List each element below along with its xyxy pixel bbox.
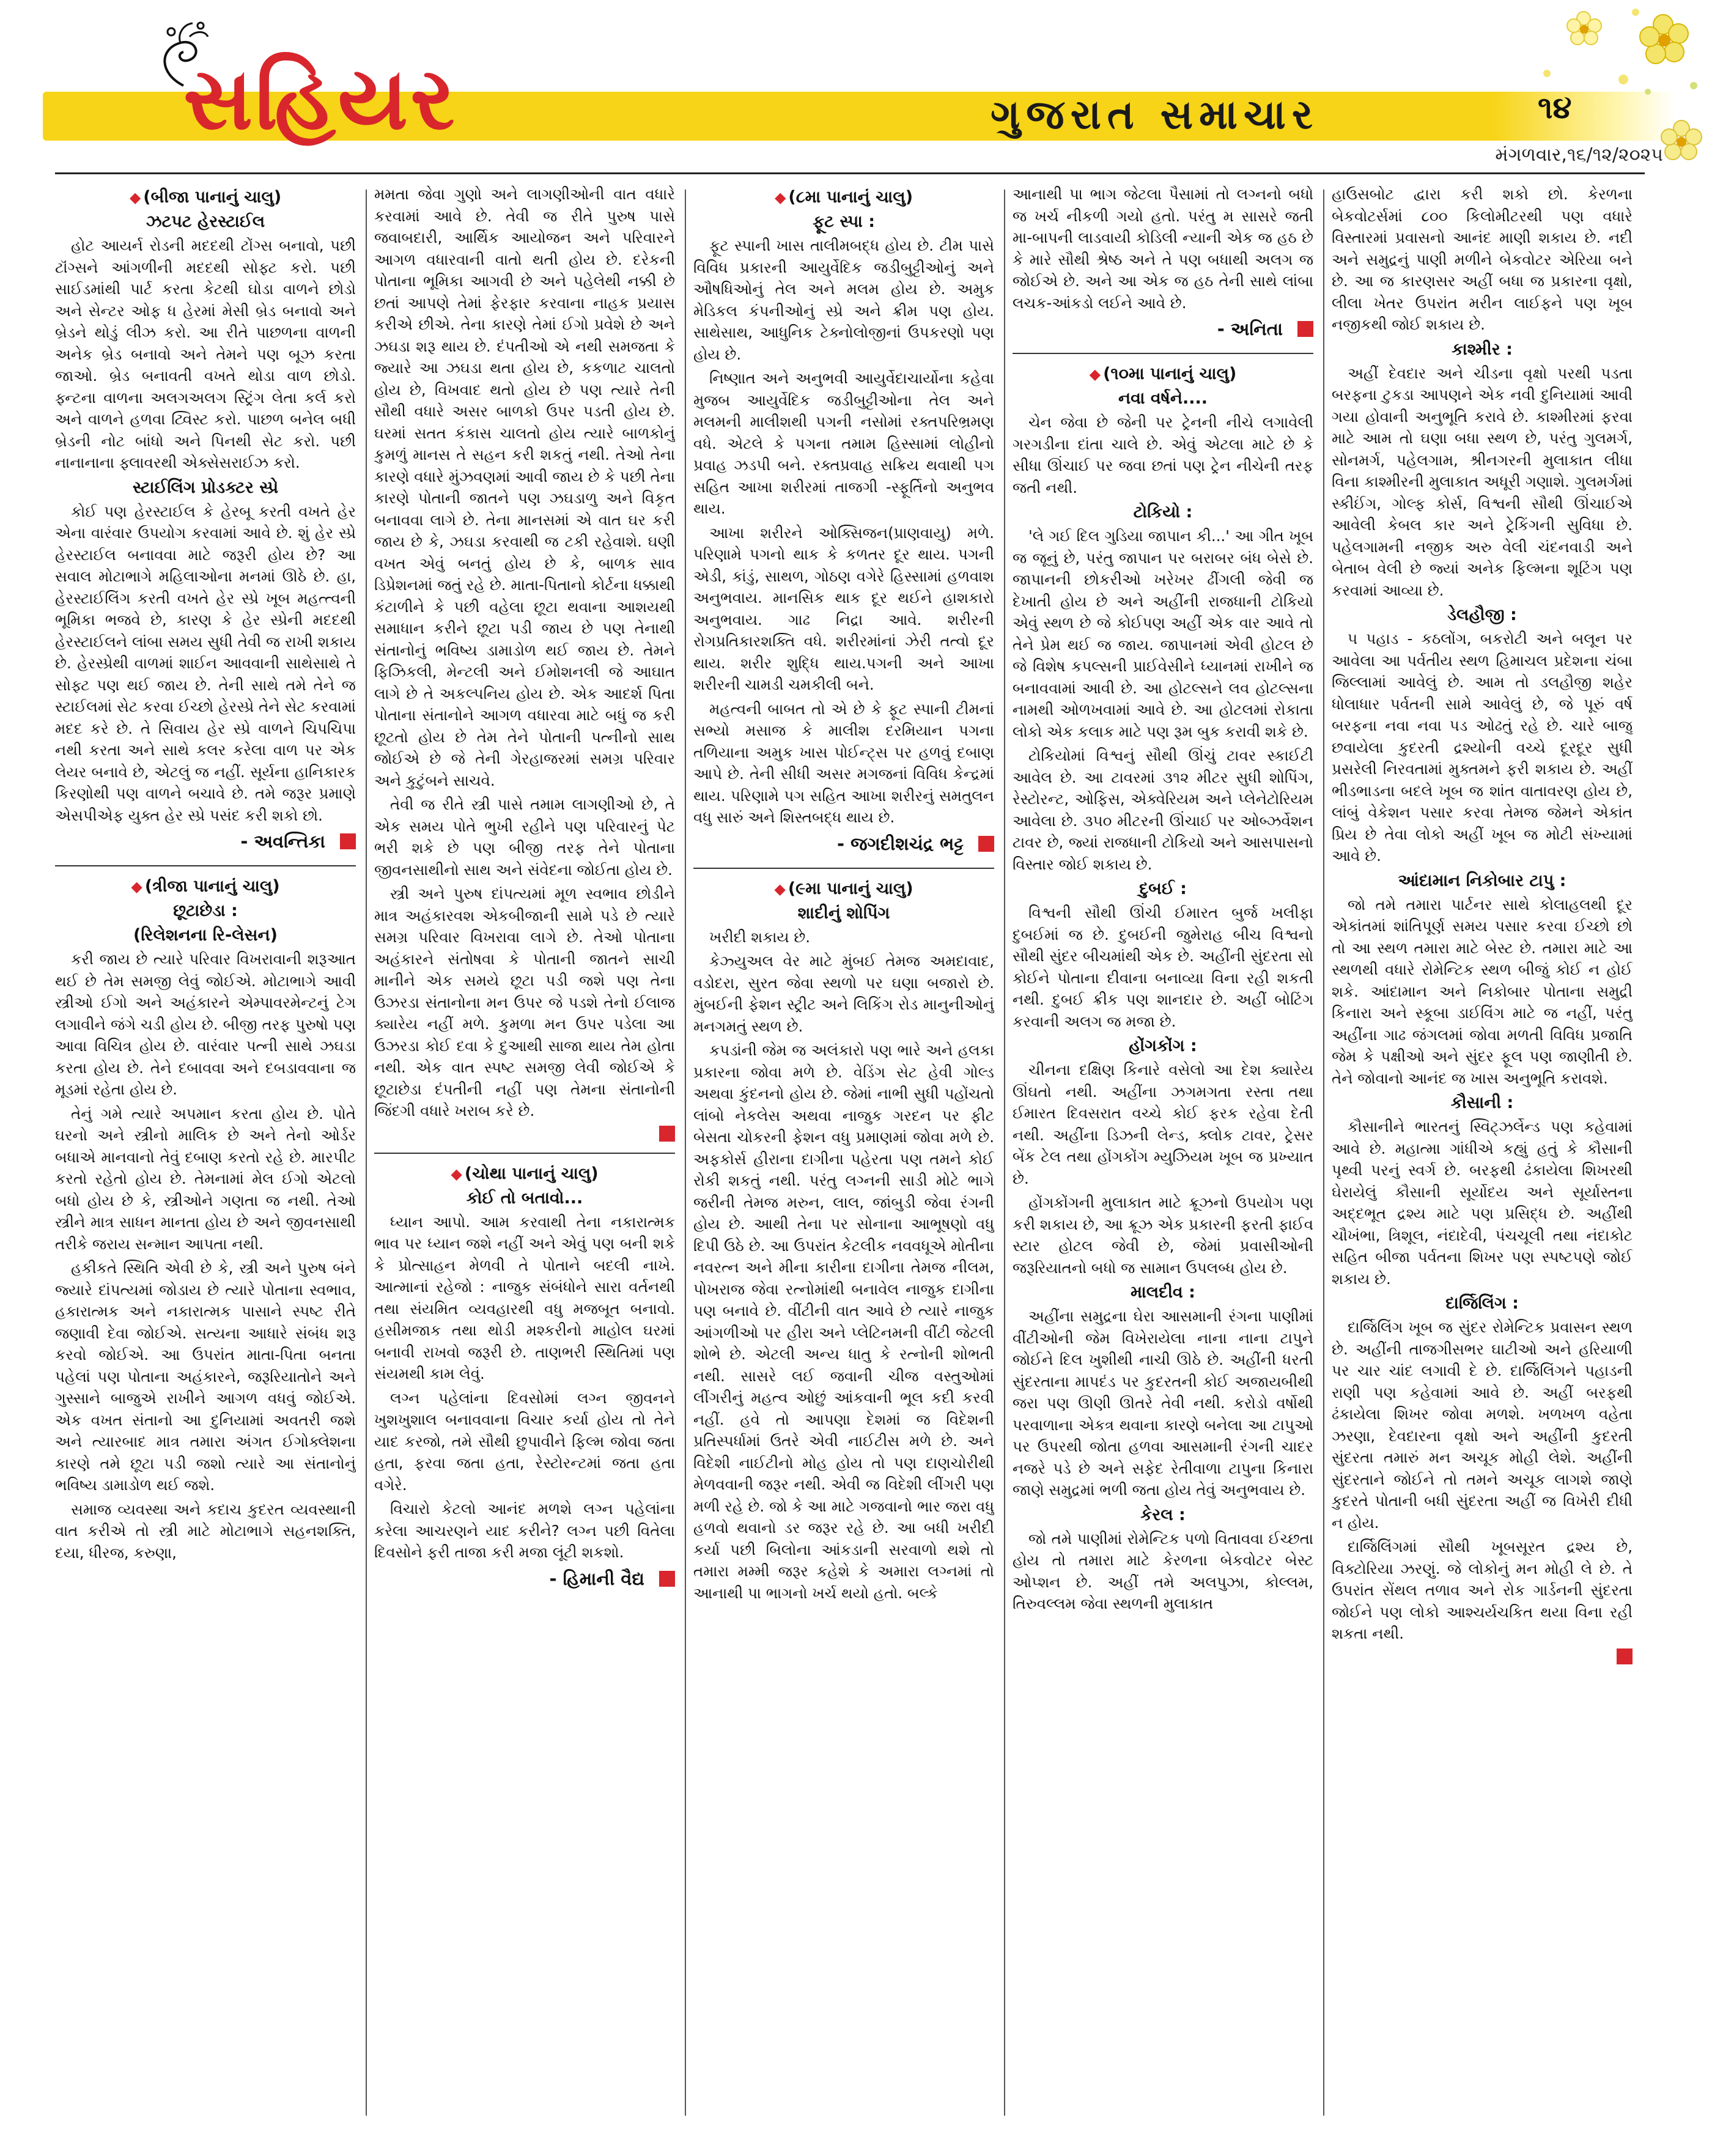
- subheading: ફૂટ સ્પા :: [812, 212, 876, 231]
- diamond-bullet-icon: ◆: [451, 1165, 462, 1183]
- paragraph: ચેન જેવા છે જેની પર ટ્રેનની નીચે લગાવેલી ગરગડીના દાંતા ચાલે છે. એવું એટલા માટે છે કે સીધા ઊંચાઈ પર જવા છતાં પણ ટ્રેન નીચેની તરફ જતી નથી.: [1013, 413, 1313, 497]
- paragraph: ખરીદી શકાય છે.: [709, 928, 811, 946]
- paragraph: દાર્જિલિંગ ખૂબ જ સુંદર રોમેન્ટિક પ્રવાસન સ્થળ છે. અહીંની તાજગીસભર ઘાટીઓ અને હરિયાળી પર ચાર ચાંદ લગાવી દે છે. દાર્જિલિંગને પહાડની રાણી પણ કહેવામાં આવે છે. અહીં બરફથી ઢંકાયેલા શિખર જોવા મળશે. ખળખળ વહેતા ઝરણા, દેવદારના વૃક્ષો અને અહીંની કુદરતી સુંદરતા તમારું મન અચૂક મોહી લેશે. અહીંની સુંદરતાને જોઈને તો તમને અચૂક લાગશે જાણે કુદરતે પોતાની બધી સુંદરતા અહીં જ વિખેરી દીધી ન હોય.: [1332, 1318, 1633, 1532]
- continued-heading: ◆ (૯મા પાનાનું ચાલુ): [774, 879, 913, 898]
- paragraph: કોઈ પણ હેરસ્ટાઈલ કે હેરબૂ કરતી વખતે હેર એના વારંવાર ઉપયોગ કરવામાં આવે છે. શું હેર સ્પ્રે હેરસ્ટાઈલ બનાવવા માટે જરૂરી હોય છે? આ સવાલ મોટાભાગે મહિલાઓના મનમાં ઊઠે છે. હા, હેરસ્ટાઈલિંગ કરતી વખતે હેર સ્પ્રે ખૂબ મહત્ત્વની ભૂમિકા ભજવે છે, કારણ કે હેર સ્પ્રેની મદદથી હેરસ્ટાઈલને લાંબા સમય સુધી તેવી જ રાખી શકાય છે. હેરસ્પ્રેથી વાળમાં શાઈન આવવાની સાથેસાથે તે સોફ્ટ પણ થઈ જાય છે. તેની સાથે તમે તેને જ સ્ટાઈલમાં સેટ કરવા ઈચ્છો હેરસ્પ્રે તેને સેટ કરવામાં મદદ કરે છે. તે સિવાય હેર સ્પ્રે વાળને ચિપચિપા નથી કરતા અને સાથે કલર કરેલા વાળ પર એક લેયર બનાવે છે, એટલું જ નહીં. સૂર્યના હાનિકારક કિરણોથી પણ વાળને બચાવે છે. તમે જરૂર પ્રમાણે એસપીએફ યુક્ત હેર સ્પ્રે પસંદ કરી શકો છો.: [55, 502, 356, 824]
- diamond-bullet-icon: ◆: [131, 878, 142, 895]
- paragraph: સમાજ વ્યવસ્થા અને કદાચ કુદરત વ્યવસ્થાની વાત કરીએ તો સ્ત્રી માટે મોટાભાગે સહનશક્તિ, દયા, ધીરજ, કરુણા,: [55, 1500, 356, 1562]
- subheading: દુબઈ :: [1139, 879, 1187, 898]
- diamond-bullet-icon: ◆: [774, 880, 786, 898]
- continued-heading: ◆ (૧૦મા પાનાનું ચાલુ): [1089, 364, 1237, 383]
- column-4: [1013, 183, 1313, 2110]
- paragraph: કેઝ્યુઅલ વેર માટે મુંબઈ તેમજ અમદાવાદ, વડોદરા, સુરત જેવા સ્થળો પર ઘણા બજારો છે. મુંબઈની ફેશન સ્ટ્રીટ અને લિકિંગ રોડ માનુનીઓનું મનગમતું સ્થળ છે.: [693, 952, 994, 1035]
- paragraph: હકીકતે સ્થિતિ એવી છે કે, સ્ત્રી અને પુરુષ બંને જ્યારે દાંપત્યમાં જોડાય છે ત્યારે પોતાના સ્વભાવ, હકારાત્મક અને નકારાત્મક પાસાને સ્પષ્ટ રીતે જણાવી દેવા જોઈએ. સત્યના આધારે સંબંધ શરૂ કરવો જોઈએ. આ ઉપરાંત માતા-પિતા બનતા પહેલાં પણ પોતાના અહંકારને, જરૂરિયાતોને અને ગુસ્સાને બાજુએ રાખીને આગળ વધવું જોઈએ. એક વખત સંતાનો આ દુનિયામાં અવતરી જશે અને ત્યારબાદ માત્ર તમારા અંગત ઈગોક્લેશના કારણે તમે છૂટા પડી જશો ત્યારે આ સંતાનોનું ભવિષ્ય ડામાડોળ થઈ જશે.: [55, 1259, 356, 1494]
- column-rule: [685, 190, 686, 2116]
- subheading: કોઈ તો બતાવો...: [466, 1188, 583, 1208]
- paragraph: જો તમે તમારા પાર્ટનર સાથે કોલાહલથી દૂર એકાંતમાં શાંતિપૂર્ણ સમય પસાર કરવા ઈચ્છો છો તો આ સ્થળ તમારા માટે બેસ્ટ છે. તમારા માટે આ સ્થળથી વધારે રોમેન્ટિક સ્થળ બીજું કોઈ ન હોઈ શકે. આંદામાન અને નિકોબાર પોતાના સમુદ્રી કિનારા અને સ્કૂબા ડાઈવિંગ માટે જ નહીં, પરંતુ અહીંના ગાઢ જંગલમાં જોવા મળતી વિવિધ પ્રજાતિ જેમ કે પક્ષીઓ અને સુંદર ફૂલ પણ જાણીતી છે. તેને જોવાનો આનંદ જ ખાસ અનુભૂતિ કરાવશે.: [1332, 895, 1633, 1087]
- article-separator: [374, 1153, 675, 1154]
- subheading: ઝટપટ હેરસ્ટાઈલ: [146, 212, 265, 231]
- column-1: [55, 183, 356, 2110]
- paragraph: દાર્જિલિંગમાં સૌથી ખૂબસૂરત દ્રશ્ય છે, વિક્ટોરિયા ઝરણું. જે લોકોનું મન મોહી લે છે. તે ઉપરાંત સેંથલ તળાવ અને રોક ગાર્ડનની સુંદરતા જોઈને પણ લોકો આશ્ચર્યચકિત થયા વિના રહી શકતા નથી.: [1332, 1538, 1633, 1642]
- paragraph: મમતા જેવા ગુણો અને લાગણીઓની વાત વધારે કરવામાં આવે છે. તેવી જ રીતે પુરુષ પાસે જવાબદારી, આર્થિક આયોજન અને પરિવારને આગળ વધારવાની વાતો થતી હોય છે. દરેકની પોતાના ભૂમિકા આગવી છે અને પહેલેથી નક્કી છે છતાં આપણે તેમાં ફેરફાર કરવાના નાહક પ્રયાસ કરીએ છીએ. તેના કારણે તેમાં ઈગો પ્રવેશે છે અને ઝઘડા શરૂ થાય છે. દંપતીઓ એ નથી સમજતા કે જ્યારે આ ઝઘડા થતા હોય છે, કકળાટ ચાલતો હોય છે, વિખવાદ થતો હોય છે પણ ત્યારે તેની સૌથી વધારે અસર બાળકો ઉપર પડતી હોય છે. ઘરમાં સતત કંકાસ ચાલતો હોય ત્યારે બાળકોનું કુમળું માનસ તે સહન કરી શકતું નથી. તેઓ તેના કારણે વધારે મુંઝવણમાં આવી જાય છે કે પછી તેના કારણે પોતાની જાતને પણ ઝઘડાળુ અને વિકૃત બનાવવા લાગે છે. તેના માનસમાં એ વાત ઘર કરી જાય છે કે, ઝઘડા કરવાથી જ ટકી રહેવાશે. ઘણી વખત એવું બનતું હોય છે કે, બાળક સાવ ડિપ્રેશનમાં જતું રહે છે. માતા-પિતાનો કોર્ટના ધક્કાથી કંટાળીને કે પછી વહેલા છૂટા થવાના આશયથી સમાધાન કરીને છૂટા પડી જાય છે પણ તેનાથી સંતાનોનું ભવિષ્ય ડામાડોળ થઈ જાય છે. તેમને ફિઝિકલી, મેન્ટલી અને ઈમોશનલી જે આઘાત લાગે છે તે અકલ્પનિય હોય છે. એક આદર્શ પિતા પોતાના સંતાનોને આગળ વધારવા માટે બધું જ કરી છૂટતો હોય છે તેમ તેને પોતાની પત્નીનો સાથ જોઈએ છે જે તેની ગેરહાજરમાં સમગ્ર પરિવાર અને કુટુંબને સાચવે.: [374, 185, 675, 789]
- paragraph: વિશ્વની સૌથી ઊંચી ઈમારત બુર્જ ખલીફા દુબઈમાં જ છે. દુબઈની જુમેરાહ બીચ વિશ્વનો સૌથી સુંદર બીચમાંથી એક છે. અહીંની સુંદરતા સો કોઈને પોતાના દીવાના બનાવ્યા વિના રહી શકતી નથી. દુબઈ ક્રીક પણ શાનદાર છે. અહીં બોટિંગ કરવાની અલગ જ મજા છે.: [1013, 904, 1313, 1030]
- paragraph: આખા શરીરને ઓક્સિજન(પ્રાણવાયુ) મળે. પરિણામે પગનો થાક કે કળતર દૂર થાય. પગની એડી, કાંડું, સાથળ, ગોઠણ વગેરે હિસ્સામાં હળવાશ અનુભવાય. માનસિક થાક દૂર થઈને હાશકારો અનુભવાય. ગાઢ નિદ્રા આવે. શરીરની રોગપ્રતિકારશક્તિ વધે. શરીરમાંનાં ઝેરી તત્વો દૂર થાય. શરીર શુદ્ધિ થાય.પગની અને આખા શરીરની ચામડી ચમકીલી બને.: [693, 523, 994, 693]
- subheading: કાશ્મીર :: [1452, 339, 1513, 359]
- end-square-icon: [978, 836, 994, 852]
- article-separator: [1013, 353, 1313, 354]
- continued-heading: ◆ (ચોથા પાનાનું ચાલુ): [451, 1164, 599, 1183]
- paragraph: મહત્વની બાબત તો એ છે કે ફૂટ સ્પાની ટીમનાં સભ્યો મસાજ કે માલીશ દરમિયાન પગના તળિયાના અમુક ખાસ પોઈન્ટ્સ પર હળવું દબાણ આપે છે. તેની સીધી અસર મગજનાં વિવિધ કેન્દ્રમાં થાય. પરિણામે પગ સહિત આખા શરીરનું સમતુલન વધુ સારું અને શિસ્તબદ્ધ થાય છે.: [693, 700, 994, 826]
- column-rule: [1004, 190, 1005, 2116]
- byline: - હિમાની વૈદ્ય: [374, 1566, 675, 1592]
- continued-heading: ◆ (ત્રીજા પાનાનું ચાલુ): [131, 877, 280, 896]
- paragraph: નિષ્ણાત અને અનુભવી આયુર્વેદાચાર્યોના કહેવા મુજબ આયુર્વેદિક જડીબુટ્ટીઓના તેલ અને મલમની માલીશથી પગની નસોમાં રક્તપરિભ્રમણ વધે. એટલે કે પગના તમામ હિસ્સામાં લોહીનો પ્રવાહ ઝડપી બને. રક્તપ્રવાહ સક્રિય થવાથી પગ સહિત આખા શરીરમાં તાજગી -સ્ફૂર્તિનો અનુભવ થાય.: [693, 369, 994, 517]
- end-square-icon: [659, 1126, 675, 1142]
- article-separator: [55, 865, 356, 866]
- paragraph: કપડાંની જેમ જ અલંકારો પણ ભારે અને હલકા પ્રકારના જોવા મળે છે. વેડિંગ સેટ હેવી ગોલ્ડ અથવા કુંદનનો હોય છે. જેમાં નાભી સુધી પહોંચતો લાંબો નેકલેસ અથવા નાજુક ગરદન પર ફીટ બેસતા ચોકરની ફેશન વધુ પ્રમાણમાં જોવા મળે છે. અફકોર્સ હીરાના દાગીના પહેરતા પણ તમને કોઈ રોકી શકતું નથી. પરંતુ લગ્નની સાડી મોટે ભાગે જરીની તેમજ મરુન, લાલ, જાંબુડી જેવા રંગની હોય છે. આથી તેના પર સોનાના આભૂષણો વધુ દિપી ઉઠે છે. આ ઉપરાંત કેટલીક નવવધૂએ મોતીના નવરત્ન અને મીના કારીના દાગીના તેમજ નીલમ, પોખરાજ જેવા રત્નોમાંથી બનાવેલ નાજુક દાગીના પણ બનાવે છે. વીંટીની વાત આવે છે ત્યારે નાજુક આંગળીઓ પર હીરા અને પ્લેટિનમની વીંટી જેટલી શોભે છે. એટલી અન્ય ધાતુ કે રત્નોની શોભતી નથી. સાસરે લઈ જવાની ચીજ વસ્તુઓમાં લીંગરીનું મહત્વ ઓછું આંકવાની ભૂલ કદી કરવી નહીં. હવે તો આપણા દેશમાં જ વિદેશની પ્રતિસ્પર્ધામાં ઉતરે એવી નાઈટીસ મળે છે. અને વિદેશી નાઈટીનો મોહ હોય તો પણ દાણચોરીથી મેળવવાની જરૂર નથી. એવી જ વિદેશી લીંગરી પણ મળી રહે છે. જો કે આ માટે ગજવાનો ભાર જરા વધુ હળવો થવાનો ડર જરૂર રહે છે. આ બધી ખરીદી કર્યા પછી બિલોના આંકડાની સરવાળો થશે તો તમારા મમ્મી જરૂર કહેશે કે અમારા લગ્નમાં તો આનાથી પા ભાગનો ખર્ચ થયો હતો. બલ્કે: [693, 1041, 994, 1602]
- paragraph: વિચારો કેટલો આનંદ મળશે લગ્ન પહેલાંના કરેલા આચરણને યાદ કરીને? લગ્ન પછી વિતેલા દિવસોને ફરી તાજા કરી મજા લૂંટી શકશો.: [374, 1500, 675, 1561]
- paragraph: અહીંના સમુદ્રના ઘેરા આસમાની રંગના પાણીમાં વીંટીઓની જેમ વિખેરાયેલા નાના નાના ટાપુને જોઈને દિલ ખુશીથી નાચી ઊઠે છે. અહીંની ધરતી સુંદરતાના માપદંડ પર કુદરતની કોઈ અજાયબીથી જરા પણ ઊણી ઊતરે તેવી નથી. કરોડો વર્ષોથી પરવાળાના એકત્ર થવાના કારણે બનેલા આ ટાપુઓ પર ઉપરથી જોતા હળવા આસમાની રંગની ચાદર નજરે પડે છે અને સફેદ રેતીવાળા ટાપુના કિનારા જાણે સમુદ્રમાં ભળી જતા હોય તેવું અનુભવાય છે.: [1013, 1307, 1313, 1499]
- paragraph: આનાથી પા ભાગ જેટલા પૈસામાં તો લગ્નનો બધો જ ખર્ચ નીકળી ગયો હતો. પરંતુ મ સાસરે જતી મા-બાપની લાડવાયી કોડિલી ન્યાની એક જ હઠ છે કે મારે સૌથી શ્રેષ્ઠ અને તે પણ બધાથી અલગ જ જોઈએ છે. અને આ એક જ હઠ તેની સાથે લાંબા લચક-આંકડો લઈને આવે છે.: [1013, 185, 1313, 312]
- diamond-bullet-icon: ◆: [1089, 366, 1101, 383]
- paragraph: હોંગકોંગની મુલાકાત માટે ક્રૂઝનો ઉપયોગ પણ કરી શકાય છે, આ ક્રૂઝ એક પ્રકારની ફરતી ફાઈવ સ્ટાર હોટલ જેવી છે, જેમાં પ્રવાસીઓની જરૂરિયાતનો બધો જ સામાન ઉપલબ્ધ હોય છે.: [1013, 1194, 1313, 1277]
- paragraph: હોટ આયર્ન રોડની મદદથી ટોંગ્સ બનાવો, પછી ટૉંગ્સને આંગળીની મદદથી સોફ્ટ કરો. પછી સાઈડમાંથી પાર્ટ કરતા કેટથી ઘોડા વાળને છોડો અને સેન્ટર ઓફ ધ હેરમાં મેસી બ્રેડ બનાવો અને બ્રેડને થોડું લીઝ કરો. આ રીતે પાછળના વાળની અનેક બ્રેડ બનાવો અને તેમને પણ બૂઝ કરતા જાઓ. બ્રેડ બનાવતી વખતે થોડા વાળ છોડો. ફ્ન્ટના વાળના અલગઅલગ સ્ટ્રિંગ લેતા કર્લ કરો અને વાળને હળવા ટ્વિસ્ટ કરો. પાછળ બનેલ બધી બ્રેડની નોટ બાંધો અને પિનથી સેટ કરો. પછી નાનાનાના ફ્લાવરથી એક્સેસરાઈઝ કરો.: [55, 237, 356, 471]
- byline: - જગદીશચંદ્ર ભટ્ટ: [693, 831, 994, 857]
- paragraph: ટોકિયોમાં વિશ્વનું સૌથી ઊંચું ટાવર સ્કાઈટી આવેલ છે. આ ટાવરમાં ૩૧૨ મીટર સુધી શોપિંગ, રેસ્ટોરન્ટ, ઓફિસ, એક્વેરિયમ અને પ્લેનેટોરિયમ આવેલા છે. ૩૫૦ મીટરની ઊંચાઈ પર ઓબ્ઝર્વેશન ટાવર છે, જ્યાં રાજધાની ટોકિયો અને આસપાસનો વિસ્તાર જોઈ શકાય છે.: [1013, 747, 1313, 873]
- paragraph: 'લે ગઈ દિલ ગુડિયા જાપાન કી...' આ ગીત ખૂબ જ જૂનું છે, પરંતુ જાપાન પર બરાબર બંધ બેસે છે. જાપાનની છોકરીઓ ખરેખર ઢીંગલી જેવી જ દેખાતી હોય છે અને અહીંની રાજધાની ટોકિયો એવું સ્થળ છે જે કોઈપણ અહીં એક વાર આવે તો તેને પ્રેમ થઈ જ જાય. જાપાનમાં એવી હોટલ છે જે વિશેષ કપલ્સની પ્રાઈવેસીને ધ્યાનમાં રાખીને જ બનાવવામાં આવી છે. આ હોટલ્સને લવ હોટલ્સના નામથી ઓળખવામાં આવે છે. આ હોટલમાં રોકાતા લોકો એક કલાક માટે પણ રૂમ બુક કરાવી શકે છે.: [1013, 527, 1313, 740]
- publication-date: મંગળવાર,૧૬/૧૨/૨૦૨૫: [1495, 144, 1663, 166]
- subheading: ડેલહૌજી :: [1447, 605, 1517, 624]
- paragraph: ફૂટ સ્પાની ખાસ તાલીમબદ્ધ હોય છે. ટીમ પાસે વિવિધ પ્રકારની આયુર્વેદિક જડીબુટ્ટીઓનું અને ઔષધિઓનું તેલ અને મલમ હોય છે. અમુક મેડિકલ કંપનીઓનું સ્પ્રે અને ક્રીમ પણ હોય. સાથેસાથ, આધુનિક ટેક્નોલોજીનાં ઉપકરણો પણ હોય છે.: [693, 237, 994, 363]
- paragraph: લગ્ન પહેલાંના દિવસોમાં લગ્ન જીવનને ખુશખુશાલ બનાવવાના વિચાર કર્યા હોય તો તેને યાદ કરજો, તમે સૌથી છુપાવીને ફિલ્મ જોવા જતા હતા, ફરવા જતા હતા, રેસ્ટોરન્ટમાં જતા હતા વગેરે.: [374, 1389, 675, 1494]
- column-2: [374, 183, 675, 2110]
- subheading: માલદીવ :: [1131, 1283, 1195, 1302]
- end-square-icon: [1297, 321, 1313, 337]
- column-rule: [1323, 190, 1324, 2116]
- column-rule: [366, 190, 367, 2116]
- end-square-icon: [659, 1571, 675, 1587]
- column-3: [693, 183, 994, 2110]
- subheading: કૌસાની :: [1450, 1093, 1514, 1112]
- diamond-bullet-icon: ◆: [129, 189, 141, 206]
- subheading: હોંગકોંગ :: [1129, 1036, 1197, 1055]
- end-square-icon: [1617, 1648, 1633, 1664]
- paragraph: ૫ પહાડ - કઠલોંગ, બકરોટી અને બલૂન પર આવેલા આ પર્વતીય સ્થળ હિમાચલ પ્રદેશના ચંબા જિલ્લામાં આવેલું છે. આમ તો ડલહૌજી શહેર ધોલાધાર પર્વતની સામે આવેલું છે, જે પૂરું વર્ષ બરફના નવા નવા પડ ઓઢતું રહે છે. ચારે બાજુ છવાયેલા કુદરતી દ્રશ્યોની વચ્ચે દૂરદૂર સુધી પ્રસરેલી નિરવતામાં મુક્તમને ફરી શકાય છે. અહીં ભીડભાડના બદલે ખૂબ જ શાંત વાતાવરણ હોય છે, લાંબું વેકેશન પસાર કરવા તેમજ જેમને એકાંત પ્રિય છે તેવા લોકો અહીં ખૂબ જ મોટી સંખ્યામાં આવે છે.: [1332, 630, 1633, 865]
- subheading: દાર્જિલિંગ :: [1445, 1294, 1519, 1313]
- paragraph: સ્ત્રી અને પુરુષ દાંપત્યમાં મૂળ સ્વભાવ છોડીને માત્ર અહંકારવશ એકબીજાની સામે પડે છે ત્યારે સમગ્ર પરિવાર વિખરાવા લાગે છે. તેઓ પોતાના અહંકારને સંતોષવા કે પોતાની જાતને સાચી માનીને એક સમયે છૂટા પડી જશે પણ તેના ઉઝરડા સંતાનોના મન ઉપર જે પડશે તેનો ઈલાજ ક્યારેય નહીં મળે. કુમળા મન ઉપર પડેલા આ ઉઝરડા કોઈ દવા કે દુઆથી સાજા થાય તેમ હોતા નથી. એક વાત સ્પષ્ટ સમજી લેવી જોઈએ કે છૂટાછેડા દંપતીની નહીં પણ તેમના સંતાનોની જિંદગી વધારે ખરાબ કરે છે.: [374, 885, 675, 1120]
- newspaper-name: ગુજરાત સમાચાર: [991, 90, 1319, 138]
- subheading: આંદામાન નિકોબાર ટાપુ :: [1398, 871, 1566, 890]
- brand-title: સહિયર: [183, 49, 457, 149]
- paragraph: ધ્યાન આપો. આમ કરવાથી તેના નકારાત્મક ભાવ પર ધ્યાન જશે નહીં અને એવું પણ બની શકે કે પ્રોત્સાહન મેળવી તે પોતાને બદલી નાખે. આત્માનાં રહેજો : નાજુક સંબંધોને સારા વર્તનથી તથા સંયમિત વ્યવહારથી વધુ મજબૂત બનાવો. હસીમજાક તથા થોડી મશ્કરીનો માહોલ ઘરમાં બનાવી રાખવો જરૂરી છે. તાણભરી સ્થિતિમાં પણ સંયમથી કામ લેવું.: [374, 1213, 675, 1383]
- diamond-bullet-icon: ◆: [774, 189, 786, 206]
- subheading: કેરલ :: [1140, 1505, 1186, 1524]
- continued-heading: ◆ (બીજા પાનાનું ચાલુ): [129, 188, 282, 207]
- byline: - અનિતા: [1013, 316, 1313, 342]
- paragraph: તેવી જ રીતે સ્ત્રી પાસે તમામ લાગણીઓ છે, તે એક સમય પોતે ભુખી રહીને પણ પરિવારનું પેટ ભરી શકે છે પણ બીજી તરફ તેને પોતાના જીવનસાથીનો સાથ અને સંવેદના જોઈતા હોય છે.: [374, 796, 675, 879]
- subheading: છૂટાછેડા :: [173, 901, 238, 920]
- column-5: [1332, 183, 1633, 2110]
- paragraph: કરી જાય છે ત્યારે પરિવાર વિખરાવાની શરૂઆત થઈ છે તેમ સમજી લેવું જોઈએ. મોટાભાગે આવી સ્ત્રીઓ ઈગો અને અહંકારને એમ્પાવરમેન્ટનું ટેગ લગાવીને જંગે ચડી હોય છે. બીજી તરફ પુરુષો પણ આવા વિચિત્ર હોય છે. વારંવાર પત્ની સાથે ઝઘડા કરતા હોય છે. તેને દબાવવા અને દબડાવવાના જ મૂડમાં રહેતા હોય છે.: [55, 950, 356, 1098]
- article-separator: [693, 868, 994, 869]
- paragraph: જો તમે પાણીમાં રોમેન્ટિક પળો વિતાવવા ઈચ્છતા હોય તો તમારા માટે કેરળના બેકવોટર બેસ્ટ ઓપ્શન છે. અહીં તમે અલપુઝા, કોલ્લમ, તિરુવલ્લમ જેવા સ્થળની મુલાકાત: [1013, 1529, 1313, 1612]
- paragraph: તેનું ગમે ત્યારે અપમાન કરતા હોય છે. પોતે ઘરનો અને સ્ત્રીનો માલિક છે અને તેનો ઓર્ડર બધાએ માનવાનો તેવું દબાણ કરતો રહે છે. મારપીટ કરતો રહેતો હોય છે. તેમનામાં મેલ ઈગો એટલો બધો હોય છે કે, સ્ત્રીઓને ગણતા જ નથી. તેઓ સ્ત્રીને માત્ર સાધન માનતા હોય છે અને જીવનસાથી તરીકે જરાય સન્માન આપતા નથી.: [55, 1104, 356, 1253]
- subheading: ટોકિયો :: [1133, 503, 1193, 522]
- end-square-icon: [340, 833, 356, 849]
- page-number: ૧૪: [1538, 89, 1572, 125]
- subheading: શાદીનું શોપિંગ: [797, 903, 890, 923]
- subheading: સ્ટાઈલિંગ પ્રોડક્ટર સ્પ્રે: [132, 478, 279, 497]
- paragraph: અહીં દેવદાર અને ચીડના વૃક્ષો પરથી પડતા બરફના ટુકડા આપણને એક નવી દુનિયામાં આવી ગયા હોવાની અનુભૂતિ કરાવે છે. કાશ્મીરમાં ફરવા માટે આમ તો ઘણા બધા સ્થળ છે, પરંતુ ગુલમર્ગ, સોનમર્ગ, પહેલગામ, શ્રીનગરની મુલાકાત લીધા વિના કાશ્મીરની મુલાકાત અધૂરી ગણાશે. ગુલમર્ગમાં સ્કીઈંગ, ગોલ્ફ કોર્સ, વિશ્વની સૌથી ઊંચાઈએ આવેલી કેબલ કાર અને ટ્રેકિંગની સુવિધા છે. પહેલગામની નજીક અરુ વેલી ચંદનવાડી અને બેતાબ વેલી છે જ્યાં અનેક ફિલ્મના શૂટિંગ પણ કરવામાં આવ્યા છે.: [1332, 364, 1633, 599]
- subheading: નવા વર્ષને....: [1118, 389, 1208, 408]
- flower-decoration-icon: [1510, 0, 1706, 177]
- paragraph: કૌસાનીને ભારતનું સ્વિટ્ઝર્લેન્ડ પણ કહેવામાં આવે છે. મહાત્મા ગાંધીએ કહ્યું હતું કે કૌસાની પૃથ્વી પરનું સ્વર્ગ છે. બરફથી ઢંકાયેલા શિખરથી ઘેરાયેલું કૌસાની સૂર્યોદય અને સૂર્યાસ્તના અદ્દભૂત દ્રશ્ય માટે પણ પ્રસિદ્ધ છે. અહીંથી ચૌખંભા, ત્રિશૂલ, નંદાદેવી, પંચચૂલી તથા નંદાકોટ સહિત બીજા પર્વતના શિખર પણ સ્પષ્ટપણે જોઈ શકાય છે.: [1332, 1118, 1633, 1288]
- masthead: [0, 0, 1712, 183]
- byline: - અવન્તિકા: [55, 829, 356, 854]
- subheading: (રિલેશનના રિ-લેસન): [133, 926, 278, 945]
- continued-heading: ◆ (૮મા પાનાનું ચાલુ): [774, 188, 913, 207]
- masthead-rule: [55, 172, 1645, 174]
- paragraph: હાઉસબોટ દ્વારા કરી શકો છો. કેરળના બેકવોટર્સમાં ૮૦૦ કિલોમીટરથી પણ વધારે વિસ્તારમાં પ્રવાસનો આનંદ માણી શકાય છે. નદી અને સમુદ્રનું પાણી મળીને બેકવોટર એરિયા બને છે. આ જ કારણસર અહીં બધા જ પ્રકારના વૃક્ષો, લીલા ખેતર ઉપરાંત મરીન લાઈફને પણ ખૂબ નજીકથી જોઈ શકાય છે.: [1332, 185, 1633, 333]
- paragraph: ચીનના દક્ષિણ કિનારે વસેલો આ દેશ ક્યારેય ઊંઘતો નથી. અહીંના ઝગમગતા રસ્તા તથા ઈમારત દિવસરાત વચ્ચે કોઈ ફરક રહેવા દેતી નથી. અહીંના ડિઝની લેન્ડ, ક્લોક ટાવર, ટ્રેસર બેંક ટેલ તથા હોંગકોંગ મ્યુઝિયમ ખૂબ જ પ્રખ્યાત છે.: [1013, 1061, 1313, 1187]
